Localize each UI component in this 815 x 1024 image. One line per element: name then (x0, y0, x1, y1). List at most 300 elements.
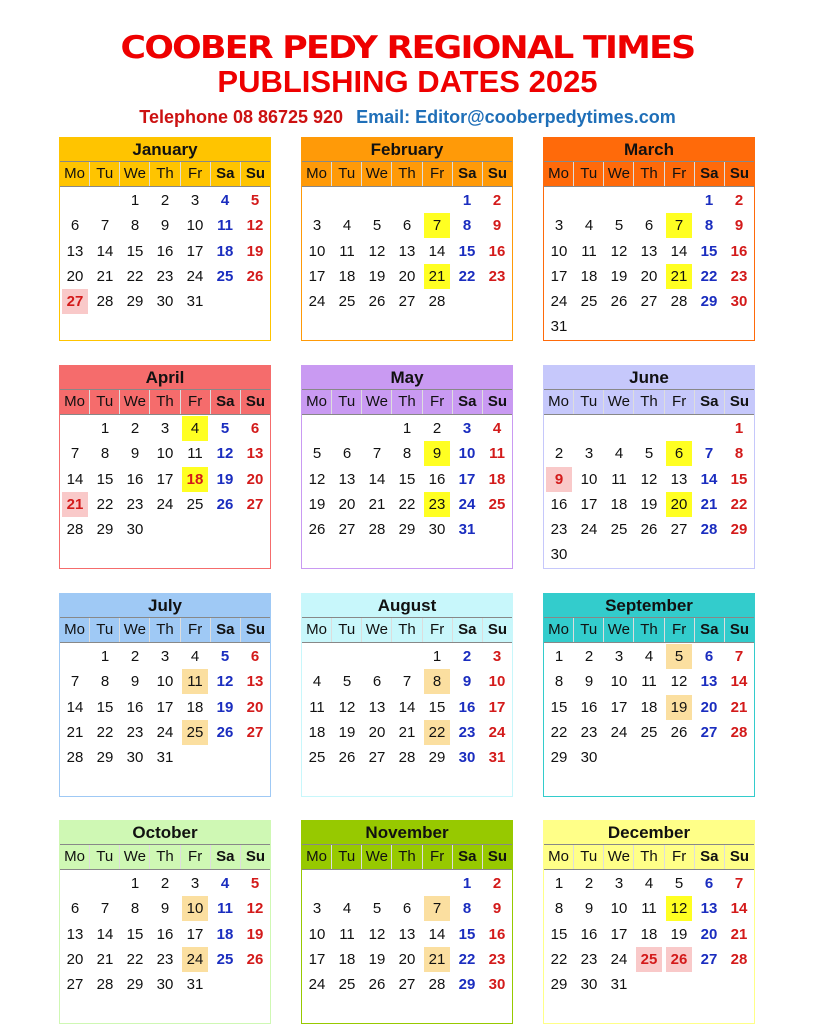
day-cell: 10 (458, 445, 476, 463)
month-calendar-march (543, 137, 755, 341)
day-cell: 3 (160, 420, 170, 437)
month-calendar-august (301, 593, 513, 797)
empty-cell (334, 188, 360, 213)
day-cell: 28 (96, 293, 114, 311)
day-cell: 18 (338, 950, 356, 968)
day-cell: 21 (368, 495, 386, 513)
weekday-label: Th (634, 845, 664, 869)
day-cell: 16 (550, 495, 568, 513)
empty-cell (62, 416, 88, 441)
weekday-label: Sa (695, 845, 725, 869)
day-cell: 2 (432, 420, 442, 437)
weekday-label: Fr (423, 390, 453, 414)
month-name: June (544, 366, 754, 390)
day-cell: 11 (339, 242, 355, 260)
weekday-header (60, 618, 270, 643)
day-cell: 14 (730, 673, 748, 691)
day-cell: 15 (730, 470, 748, 488)
day-cell: 7 (704, 445, 714, 463)
day-cell: 6 (70, 900, 80, 918)
weekday-label: Su (245, 848, 265, 865)
day-cell: 5 (250, 875, 260, 892)
empty-cell (576, 188, 602, 213)
day-cell: 5 (372, 217, 382, 235)
day-cell: 10 (308, 925, 326, 943)
weekday-label: Mo (544, 618, 574, 642)
day-grid (302, 870, 512, 997)
empty-cell (546, 416, 572, 441)
weekday-label: Su (729, 393, 749, 410)
day-grid (60, 870, 270, 997)
day-cell: 24 (610, 950, 628, 968)
month-calendar-june (543, 365, 755, 569)
month-name: May (302, 366, 512, 390)
day-cell: 19 (640, 495, 658, 513)
publishing-day: 9 (546, 467, 572, 492)
day-cell: 27 (246, 495, 264, 513)
day-cell: 27 (700, 950, 718, 968)
day-cell: 5 (372, 900, 382, 918)
day-cell: 28 (700, 521, 718, 539)
day-cell: 10 (156, 673, 174, 691)
day-cell: 19 (368, 267, 386, 285)
weekday-label: Su (729, 621, 749, 638)
weekday-label: Sa (453, 845, 483, 869)
day-cell: 28 (66, 749, 84, 767)
weekday-label: Mo (544, 162, 574, 186)
publishing-day: 8 (424, 669, 450, 694)
day-cell: 17 (156, 698, 174, 716)
day-cell: 14 (66, 470, 84, 488)
day-cell: 20 (640, 267, 658, 285)
weekday-label: We (120, 390, 150, 414)
day-cell: 29 (550, 976, 568, 994)
day-cell: 3 (554, 217, 564, 235)
weekday-label: Th (150, 162, 180, 186)
day-cell: 23 (730, 267, 748, 285)
day-cell: 20 (66, 950, 84, 968)
day-cell: 23 (488, 267, 506, 285)
weekday-label: Fr (181, 162, 211, 186)
day-cell: 28 (670, 293, 688, 311)
day-cell: 20 (700, 925, 718, 943)
day-cell: 21 (398, 723, 416, 741)
day-cell: 12 (338, 698, 356, 716)
weekday-label: Th (392, 390, 422, 414)
day-cell: 26 (246, 950, 264, 968)
weekday-label: Sa (211, 845, 241, 869)
day-cell: 6 (704, 875, 714, 892)
day-cell: 17 (186, 925, 204, 943)
day-cell: 30 (458, 749, 476, 767)
weekday-label: Sa (453, 162, 483, 186)
publishing-day: 21 (424, 947, 450, 972)
weekday-label: Th (634, 618, 664, 642)
empty-cell (304, 188, 330, 213)
day-cell: 12 (308, 470, 326, 488)
day-cell: 30 (730, 293, 748, 311)
day-cell: 1 (100, 648, 110, 665)
day-cell: 22 (126, 267, 144, 285)
day-cell: 12 (368, 925, 386, 943)
day-grid (302, 643, 512, 770)
day-cell: 13 (398, 242, 416, 260)
empty-cell (304, 871, 330, 896)
day-cell: 13 (338, 470, 356, 488)
day-cell: 11 (641, 900, 657, 918)
day-cell: 26 (670, 723, 688, 741)
day-cell: 5 (614, 217, 624, 235)
publishing-day: 25 (636, 947, 662, 972)
day-cell: 8 (734, 445, 744, 463)
weekday-label: Th (392, 618, 422, 642)
day-cell: 25 (216, 950, 234, 968)
day-cell: 27 (66, 976, 84, 994)
day-grid (544, 643, 754, 770)
day-cell: 14 (96, 242, 114, 260)
day-cell: 2 (584, 648, 594, 665)
day-cell: 24 (186, 267, 204, 285)
day-cell: 29 (126, 976, 144, 994)
day-cell: 24 (156, 495, 174, 513)
day-cell: 5 (644, 445, 654, 463)
day-cell: 20 (338, 495, 356, 513)
publishing-day: 10 (182, 896, 208, 921)
day-cell: 7 (734, 875, 744, 892)
day-cell: 4 (220, 875, 230, 892)
telephone: Telephone 08 86725 920 (139, 107, 344, 127)
day-cell: 13 (66, 242, 84, 260)
empty-cell (364, 416, 390, 441)
month-calendar-september (543, 593, 755, 797)
day-cell: 18 (580, 267, 598, 285)
day-cell: 24 (156, 723, 174, 741)
month-name: March (544, 138, 754, 162)
weekday-label: Fr (423, 162, 453, 186)
weekday-label: Th (150, 390, 180, 414)
day-cell: 19 (246, 925, 264, 943)
day-cell: 30 (156, 293, 174, 311)
day-cell: 1 (130, 875, 140, 892)
month-name: August (302, 594, 512, 618)
day-cell: 30 (488, 976, 506, 994)
publishing-day: 20 (666, 492, 692, 517)
empty-cell (62, 188, 88, 213)
day-cell: 16 (580, 925, 598, 943)
month-calendar-july (59, 593, 271, 797)
day-cell: 27 (338, 521, 356, 539)
day-cell: 24 (308, 976, 326, 994)
day-cell: 2 (554, 445, 564, 463)
day-cell: 21 (700, 495, 718, 513)
day-cell: 17 (550, 267, 568, 285)
day-cell: 15 (700, 242, 718, 260)
weekday-label: Tu (332, 162, 362, 186)
day-cell: 15 (550, 925, 568, 943)
day-cell: 27 (398, 976, 416, 994)
weekday-label: Sa (211, 390, 241, 414)
weekday-label: Tu (574, 162, 604, 186)
day-cell: 6 (342, 445, 352, 463)
empty-cell (92, 871, 118, 896)
day-cell: 10 (156, 445, 174, 463)
day-cell: 18 (338, 267, 356, 285)
day-cell: 6 (250, 648, 260, 665)
day-cell: 4 (584, 217, 594, 235)
day-cell: 13 (640, 242, 658, 260)
day-cell: 11 (339, 925, 355, 943)
day-cell: 15 (458, 242, 476, 260)
empty-cell (394, 871, 420, 896)
month-name: February (302, 138, 512, 162)
day-cell: 8 (704, 217, 714, 235)
day-cell: 1 (100, 420, 110, 437)
day-cell: 9 (584, 900, 594, 918)
day-cell: 29 (550, 749, 568, 767)
day-cell: 6 (70, 217, 80, 235)
day-cell: 13 (398, 925, 416, 943)
day-cell: 4 (342, 217, 352, 235)
day-cell: 15 (126, 925, 144, 943)
month-calendar-october (59, 820, 271, 1024)
day-cell: 10 (610, 673, 628, 691)
day-cell: 27 (700, 723, 718, 741)
day-cell: 23 (550, 521, 568, 539)
day-cell: 20 (246, 470, 264, 488)
day-cell: 19 (216, 698, 234, 716)
month-calendar-february (301, 137, 513, 341)
day-cell: 22 (458, 950, 476, 968)
day-cell: 14 (398, 698, 416, 716)
weekday-label: Sa (453, 618, 483, 642)
day-cell: 25 (308, 749, 326, 767)
day-cell: 26 (308, 521, 326, 539)
day-cell: 6 (250, 420, 260, 437)
empty-cell (424, 188, 450, 213)
day-cell: 4 (220, 192, 230, 209)
weekday-label: Tu (90, 845, 120, 869)
weekday-label: We (362, 618, 392, 642)
day-cell: 4 (312, 673, 322, 691)
empty-cell (394, 644, 420, 669)
weekday-label: Mo (60, 162, 90, 186)
day-cell: 21 (96, 267, 114, 285)
day-cell: 3 (190, 875, 200, 892)
weekday-label: Sa (695, 162, 725, 186)
day-cell: 4 (190, 648, 200, 665)
empty-cell (364, 871, 390, 896)
empty-cell (636, 188, 662, 213)
day-cell: 28 (428, 293, 446, 311)
day-cell: 9 (492, 900, 502, 918)
publishing-day: 26 (666, 947, 692, 972)
day-cell: 14 (96, 925, 114, 943)
day-cell: 22 (126, 950, 144, 968)
empty-cell (546, 188, 572, 213)
weekday-header (302, 162, 512, 187)
day-cell: 25 (640, 723, 658, 741)
empty-cell (334, 871, 360, 896)
day-cell: 3 (614, 875, 624, 892)
day-cell: 25 (338, 293, 356, 311)
weekday-header (302, 390, 512, 415)
day-cell: 9 (160, 217, 170, 235)
publishing-day: 12 (666, 896, 692, 921)
day-cell: 13 (246, 445, 264, 463)
publishing-day: 18 (182, 467, 208, 492)
publishing-day: 27 (62, 289, 88, 314)
day-cell: 30 (126, 521, 144, 539)
publishing-day: 7 (424, 213, 450, 238)
day-cell: 26 (216, 495, 234, 513)
day-cell: 22 (550, 723, 568, 741)
day-cell: 31 (186, 976, 204, 994)
day-cell: 29 (96, 749, 114, 767)
weekday-label: Tu (90, 618, 120, 642)
weekday-header (544, 390, 754, 415)
day-cell: 15 (458, 925, 476, 943)
day-cell: 18 (308, 723, 326, 741)
day-cell: 6 (402, 217, 412, 235)
day-cell: 27 (670, 521, 688, 539)
publishing-day: 21 (62, 492, 88, 517)
day-cell: 1 (130, 192, 140, 209)
weekday-header (60, 162, 270, 187)
weekday-label: Tu (332, 390, 362, 414)
day-cell: 16 (458, 698, 476, 716)
weekday-label: Fr (665, 162, 695, 186)
empty-cell (666, 188, 692, 213)
weekday-label: Tu (332, 618, 362, 642)
day-cell: 3 (614, 648, 624, 665)
empty-cell (696, 416, 722, 441)
day-cell: 9 (462, 673, 472, 691)
day-cell: 4 (644, 648, 654, 665)
day-cell: 23 (156, 267, 174, 285)
day-cell: 25 (216, 267, 234, 285)
weekday-label: Th (150, 845, 180, 869)
day-cell: 1 (402, 420, 412, 437)
day-cell: 9 (130, 673, 140, 691)
day-cell: 5 (220, 420, 230, 437)
day-cell: 23 (580, 723, 598, 741)
day-cell: 28 (96, 976, 114, 994)
day-cell: 17 (488, 698, 506, 716)
weekday-label: Fr (181, 845, 211, 869)
day-cell: 22 (398, 495, 416, 513)
day-cell: 20 (398, 267, 416, 285)
weekday-label: Mo (60, 618, 90, 642)
day-cell: 8 (130, 900, 140, 918)
weekday-label: Sa (453, 390, 483, 414)
day-cell: 28 (730, 723, 748, 741)
day-cell: 19 (368, 950, 386, 968)
empty-cell (364, 188, 390, 213)
day-cell: 16 (580, 698, 598, 716)
day-cell: 8 (100, 673, 110, 691)
day-cell: 13 (246, 673, 264, 691)
day-cell: 16 (126, 470, 144, 488)
day-cell: 5 (674, 875, 684, 892)
day-cell: 31 (610, 976, 628, 994)
day-cell: 29 (428, 749, 446, 767)
day-cell: 19 (216, 470, 234, 488)
empty-cell (576, 416, 602, 441)
day-cell: 22 (96, 495, 114, 513)
weekday-label: Mo (302, 162, 332, 186)
day-cell: 27 (246, 723, 264, 741)
day-cell: 2 (160, 875, 170, 892)
day-cell: 15 (398, 470, 416, 488)
weekday-label: Mo (302, 618, 332, 642)
publishing-day: 21 (424, 264, 450, 289)
day-cell: 20 (368, 723, 386, 741)
day-cell: 2 (462, 648, 472, 665)
weekday-label: Su (487, 165, 507, 182)
weekday-label: Mo (60, 845, 90, 869)
weekday-label: Tu (574, 845, 604, 869)
day-cell: 22 (458, 267, 476, 285)
weekday-label: Th (634, 162, 664, 186)
day-cell: 12 (216, 673, 234, 691)
weekday-header (544, 162, 754, 187)
day-cell: 11 (217, 217, 233, 235)
day-cell: 28 (730, 950, 748, 968)
day-cell: 16 (488, 925, 506, 943)
empty-cell (304, 416, 330, 441)
day-cell: 9 (492, 217, 502, 235)
empty-cell (636, 416, 662, 441)
day-cell: 13 (670, 470, 688, 488)
day-cell: 22 (550, 950, 568, 968)
weekday-header (60, 845, 270, 870)
day-cell: 10 (580, 470, 598, 488)
day-cell: 14 (428, 925, 446, 943)
empty-cell (364, 644, 390, 669)
weekday-label: Sa (211, 618, 241, 642)
day-cell: 8 (100, 445, 110, 463)
day-cell: 15 (96, 698, 114, 716)
publishing-day: 6 (666, 441, 692, 466)
day-cell: 16 (730, 242, 748, 260)
day-cell: 7 (402, 673, 412, 691)
weekday-header (302, 618, 512, 643)
day-cell: 17 (308, 950, 326, 968)
day-cell: 17 (580, 495, 598, 513)
weekday-label: Tu (332, 845, 362, 869)
day-cell: 19 (670, 925, 688, 943)
day-cell: 9 (130, 445, 140, 463)
day-cell: 27 (640, 293, 658, 311)
weekday-label: We (120, 618, 150, 642)
day-cell: 11 (489, 445, 505, 463)
day-cell: 21 (730, 925, 748, 943)
day-cell: 4 (342, 900, 352, 918)
weekday-label: We (362, 845, 392, 869)
weekday-header (544, 845, 754, 870)
publishing-day: 24 (182, 947, 208, 972)
day-cell: 18 (216, 925, 234, 943)
day-cell: 2 (492, 192, 502, 209)
day-cell: 25 (488, 495, 506, 513)
day-cell: 24 (610, 723, 628, 741)
day-cell: 23 (580, 950, 598, 968)
empty-cell (334, 416, 360, 441)
weekday-label: Fr (665, 618, 695, 642)
day-cell: 7 (100, 217, 110, 235)
day-cell: 18 (640, 925, 658, 943)
day-cell: 3 (160, 648, 170, 665)
